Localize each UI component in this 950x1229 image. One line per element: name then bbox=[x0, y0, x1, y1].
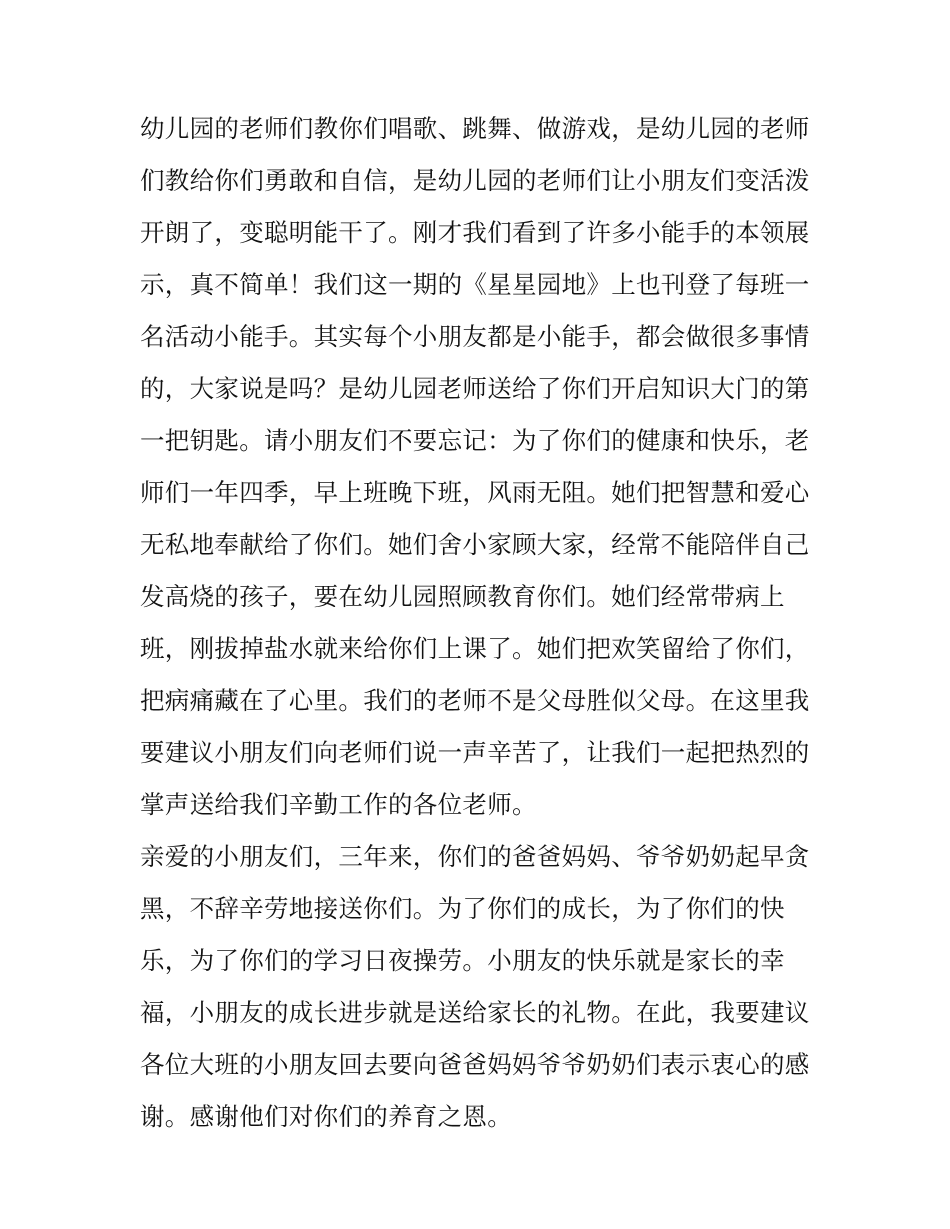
text-line: 福，小朋友的成长进步就是送给家长的礼物。在此，我要建议 bbox=[140, 998, 810, 1027]
text-line: 亲爱的小朋友们，三年来，你们的爸爸妈妈、爷爷奶奶起早贪 bbox=[140, 842, 810, 871]
text-line: 掌声送给我们辛勤工作的各位老师。 bbox=[140, 790, 537, 819]
text-line: 幼儿园的老师们教你们唱歌、跳舞、做游戏，是幼儿园的老师 bbox=[140, 114, 810, 143]
text-line: 示，真不简单！我们这一期的《星星园地》上也刊登了每班一 bbox=[140, 270, 810, 299]
text-line: 一把钥匙。请小朋友们不要忘记：为了你们的健康和快乐，老 bbox=[140, 426, 810, 455]
text-line: 黑，不辞辛劳地接送你们。为了你们的成长，为了你们的快 bbox=[140, 894, 785, 923]
text-line: 无私地奉献给了你们。她们舍小家顾大家，经常不能陪伴自己 bbox=[140, 530, 810, 559]
text-line: 谢。感谢他们对你们的养育之恩。 bbox=[140, 1102, 512, 1131]
text-line: 乐，为了你们的学习日夜操劳。小朋友的快乐就是家长的幸 bbox=[140, 946, 785, 975]
text-line: 各位大班的小朋友回去要向爸爸妈妈爷爷奶奶们表示衷心的感 bbox=[140, 1050, 810, 1079]
text-line: 师们一年四季，早上班晚下班，风雨无阻。她们把智慧和爱心 bbox=[140, 478, 810, 507]
text-line: 的，大家说是吗？是幼儿园老师送给了你们开启知识大门的第 bbox=[140, 374, 810, 403]
text-line: 发高烧的孩子，要在幼儿园照顾教育你们。她们经常带病上 bbox=[140, 582, 785, 611]
text-line: 名活动小能手。其实每个小朋友都是小能手，都会做很多事情 bbox=[140, 322, 810, 351]
body-text bbox=[140, 103, 830, 1143]
text-line: 要建议小朋友们向老师们说一声辛苦了，让我们一起把热烈的 bbox=[140, 738, 810, 767]
text-line: 班，刚拔掉盐水就来给你们上课了。她们把欢笑留给了你们， bbox=[140, 634, 810, 663]
text-line: 们教给你们勇敢和自信，是幼儿园的老师们让小朋友们变活泼 bbox=[140, 166, 810, 195]
text-line: 把病痛藏在了心里。我们的老师不是父母胜似父母。在这里我 bbox=[140, 686, 810, 715]
text-line: 开朗了，变聪明能干了。刚才我们看到了许多小能手的本领展 bbox=[140, 218, 810, 247]
